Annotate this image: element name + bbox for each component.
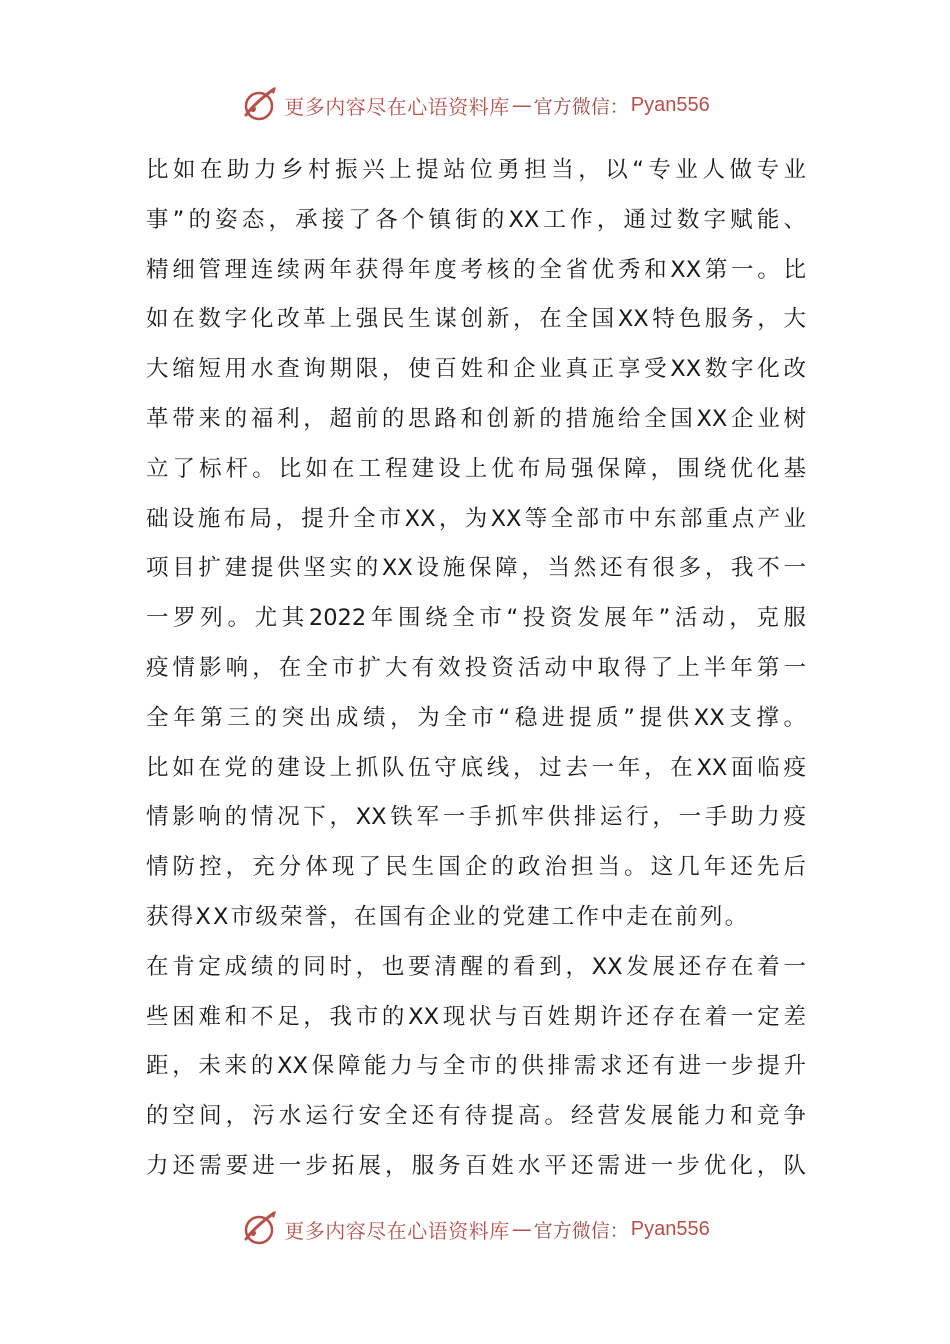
- footer-banner: [0, 1204, 950, 1254]
- banner-dash: —: [511, 93, 532, 117]
- text-line: 如在数字化改革上强民生谋创新，在全国XX特色服务，大: [146, 306, 806, 333]
- banner-dash: —: [511, 1217, 532, 1241]
- text-line: 的空间，污水运行安全还有待提高。经营发展能力和竞争: [146, 1103, 806, 1130]
- text-line: 情影响的情况下，XX铁军一手抓牢供排运行，一手助力疫: [146, 804, 806, 831]
- text-line: 在肯定成绩的同时，也要清醒的看到，XX发展还存在着一: [146, 953, 806, 980]
- text-line: 革带来的福利，超前的思路和创新的措施给全国XX企业树: [146, 405, 806, 432]
- text-line: 比如在助力乡村振兴上提站位勇担当，以“专业人做专业: [146, 157, 806, 183]
- text-line: 疫情影响，在全市扩大有效投资活动中取得了上半年第一: [146, 654, 806, 681]
- wechat-id: Pyan556: [630, 93, 710, 116]
- text-line: 立了标杆。比如在工程建设上优布局强保障，围绕优化基: [146, 455, 806, 482]
- banner-label: 官方微信：: [533, 95, 629, 118]
- text-line: 全年第三的突出成绩，为全市“稳进提质”提供XX支撑。: [146, 704, 806, 731]
- banner-text: 更多内容尽在心语资料库: [284, 1218, 510, 1243]
- text-line: 距，未来的XX保障能力与全市的供排需求还有进一步提升: [146, 1053, 806, 1080]
- pen-logo-icon: [240, 1209, 280, 1249]
- text-line: 比如在党的建设上抓队伍守底线，过去一年，在XX面临疫: [146, 754, 806, 781]
- text-line: 精细管理连续两年获得年度考核的全省优秀和XX第一。比: [146, 256, 806, 283]
- pen-logo-icon: [240, 85, 280, 125]
- text-line: 力还需要进一步拓展，服务百姓水平还需进一步优化，队: [146, 1152, 806, 1179]
- text-line: 项目扩建提供坚实的XX设施保障，当然还有很多，我不一: [146, 555, 806, 582]
- wechat-id: Pyan556: [630, 1217, 710, 1240]
- text-line: 大缩短用水查询期限，使百姓和企业真正享受XX数字化改: [146, 356, 806, 383]
- text-line: 一罗列。尤其2022年围绕全市“投资发展年”活动，克服: [146, 605, 806, 632]
- banner-text: 更多内容尽在心语资料库: [284, 94, 510, 119]
- header-banner: [0, 80, 950, 130]
- text-line: 事”的姿态，承接了各个镇街的XX工作，通过数字赋能、: [146, 206, 806, 233]
- text-line: 获得XX市级荣誉，在国有企业的党建工作中走在前列。: [146, 903, 750, 930]
- text-line: 础设施布局，提升全市XX，为XX等全部市中东部重点产业: [146, 505, 806, 532]
- document-body: [146, 146, 806, 1192]
- text-line: 些困难和不足，我市的XX现状与百姓期许还存在着一定差: [146, 1003, 806, 1030]
- banner-label: 官方微信：: [533, 1219, 629, 1242]
- text-line: 情防控，充分体现了民生国企的政治担当。这几年还先后: [146, 854, 806, 881]
